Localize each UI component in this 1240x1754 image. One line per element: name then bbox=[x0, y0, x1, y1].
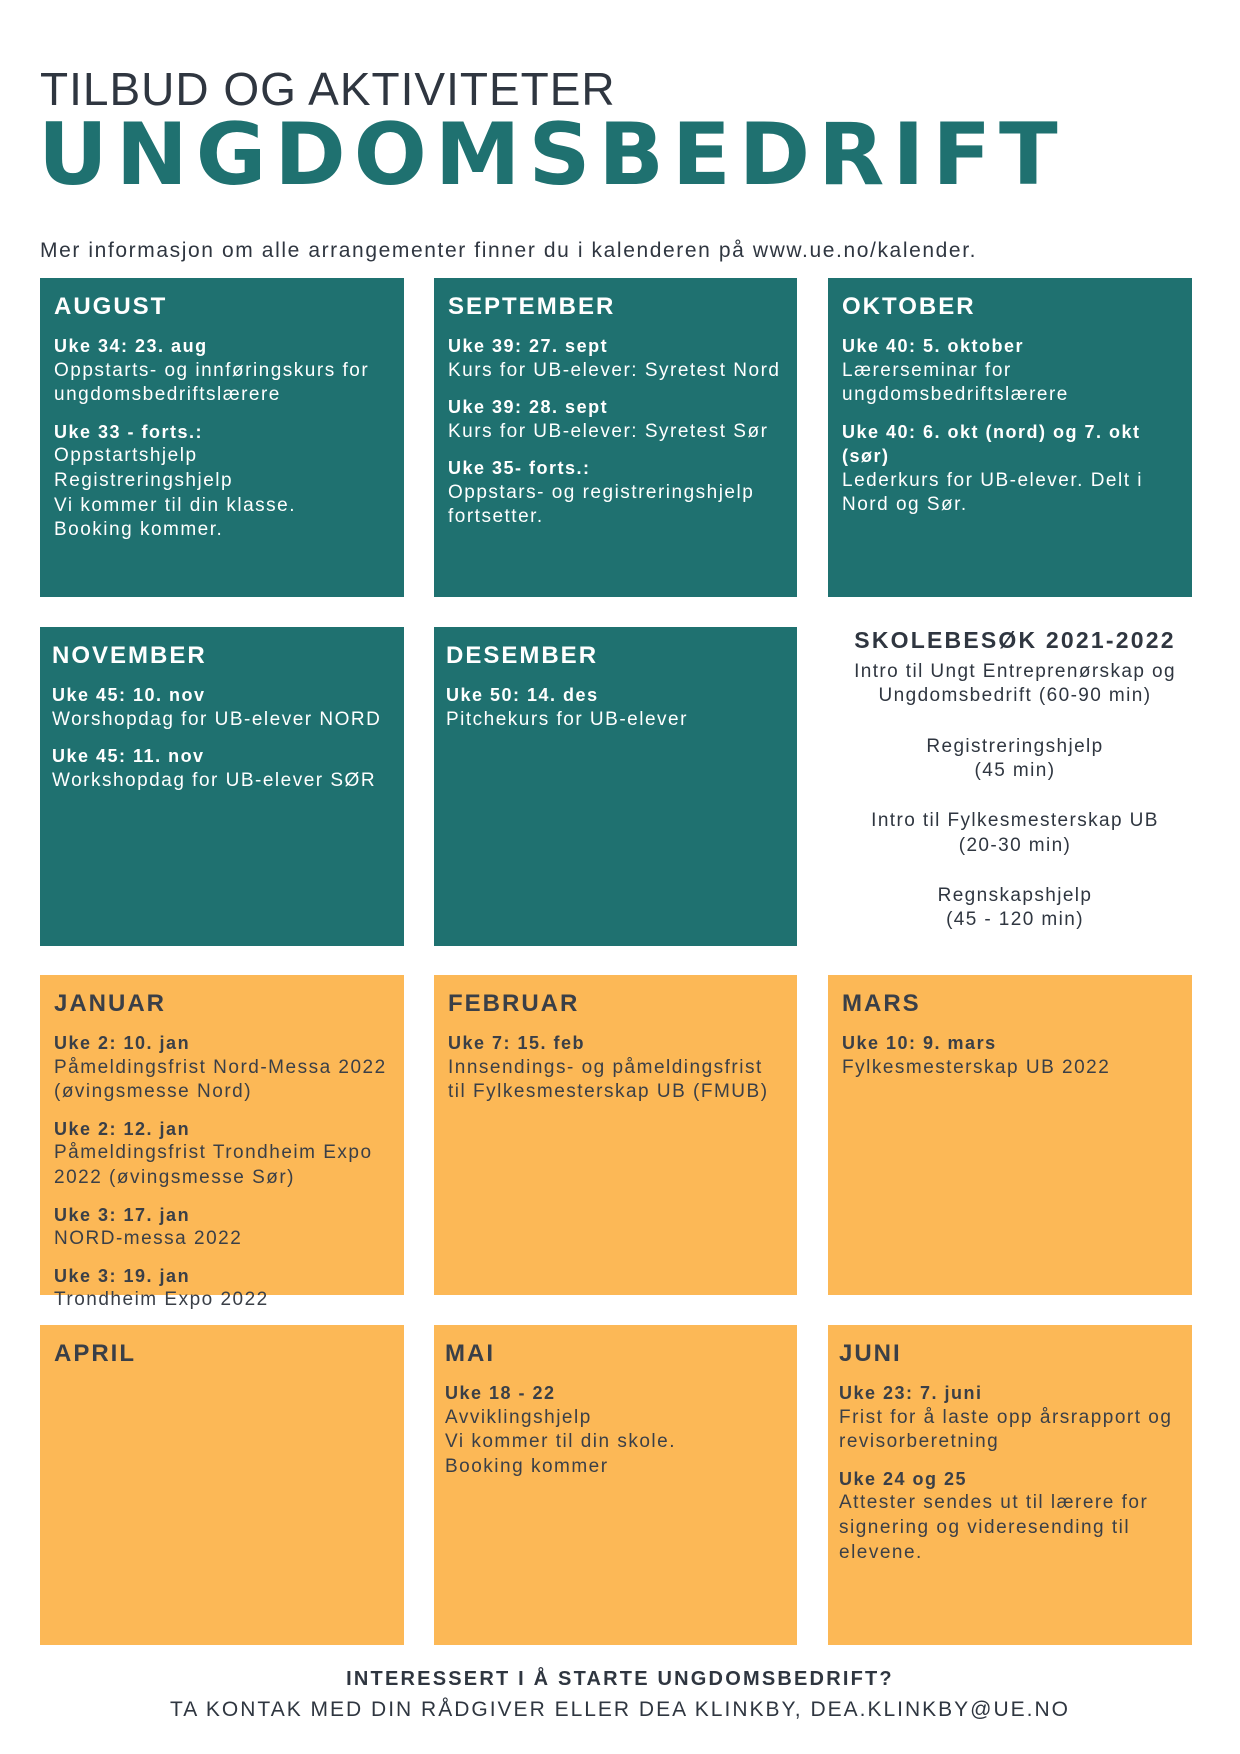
entry-week: Uke 45: 10. nov bbox=[52, 685, 206, 706]
page-title: UNGDOMSBEDRIFT bbox=[38, 105, 1066, 205]
calendar-entry bbox=[839, 1381, 1178, 1455]
calendar-entry bbox=[52, 744, 390, 793]
entry-description: Innsendings- og påmeldingsfrist til Fylkesmesterskap UB (FMUB) bbox=[448, 1056, 769, 1103]
month-card-januar bbox=[40, 975, 404, 1311]
page-subtitle: TILBUD OG AKTIVITETER bbox=[40, 63, 616, 115]
month-title: APRIL bbox=[54, 1340, 136, 1367]
entry-description: Avviklingshjelp Vi kommer til din skole. Booking kommer bbox=[445, 1406, 676, 1478]
calendar-entry bbox=[54, 1031, 390, 1105]
entry-week: Uke 33 - forts.: bbox=[54, 422, 204, 443]
entry-description: Oppstars- og registreringshjelp fortsetter. bbox=[448, 481, 755, 528]
month-title: OKTOBER bbox=[842, 293, 976, 320]
entry-description: Oppstartshjelp Registreringshjelp Vi kommer til din klasse. Booking kommer. bbox=[54, 445, 296, 541]
school-visit-item: Registreringshjelp (45 min) bbox=[926, 735, 1104, 781]
month-card-juni bbox=[828, 1325, 1192, 1645]
calendar-entry bbox=[448, 1031, 783, 1105]
month-title: JANUAR bbox=[54, 990, 167, 1017]
entry-description: Kurs for UB-elever: Syretest Sør bbox=[448, 420, 769, 442]
month-card-desember bbox=[434, 627, 797, 946]
entry-week: Uke 7: 15. feb bbox=[448, 1033, 586, 1054]
entry-description: Trondheim Expo 2022 bbox=[54, 1289, 269, 1311]
school-visit-item: Intro til Ungt Entreprenørskap og Ungdomsbedrift (60-90 min) bbox=[854, 661, 1176, 707]
entry-week: Uke 2: 10. jan bbox=[54, 1033, 191, 1054]
entry-week: Uke 40: 6. okt (nord) og 7. okt (sør) bbox=[842, 422, 1141, 467]
entry-week: Uke 18 - 22 bbox=[445, 1383, 556, 1404]
entry-week: Uke 23: 7. juni bbox=[839, 1383, 983, 1404]
calendar-entry bbox=[54, 334, 390, 408]
entry-week: Uke 3: 19. jan bbox=[54, 1265, 191, 1286]
month-title: NOVEMBER bbox=[52, 642, 207, 669]
calendar-entry bbox=[448, 334, 783, 383]
entry-description: Fylkesmesterskap UB 2022 bbox=[842, 1056, 1111, 1078]
month-card-september bbox=[434, 278, 797, 597]
calendar-entry bbox=[842, 1031, 1178, 1080]
entry-week: Uke 34: 23. aug bbox=[54, 336, 208, 357]
month-title: DESEMBER bbox=[446, 642, 599, 669]
month-title: SEPTEMBER bbox=[448, 293, 616, 320]
calendar-entry bbox=[54, 1264, 390, 1313]
entry-week: Uke 24 og 25 bbox=[839, 1469, 968, 1490]
school-visits-title: SKOLEBESØK 2021-2022 bbox=[854, 627, 1176, 653]
calendar-entry bbox=[54, 1203, 390, 1252]
entry-description: NORD-messa 2022 bbox=[54, 1228, 243, 1250]
entry-description: Påmeldingsfrist Nord-Messa 2022 (øvingsmesse Nord) bbox=[54, 1056, 387, 1103]
school-visit-item: Regnskapshjelp (45 - 120 min) bbox=[937, 884, 1093, 931]
entry-description: Worshopdag for UB-elever NORD bbox=[52, 708, 382, 730]
calendar-entry bbox=[54, 1117, 390, 1191]
calendar-entry bbox=[448, 395, 783, 444]
intro-text: Mer informasjon om alle arrangementer finner du i kalenderen på www.ue.no/kalender. bbox=[40, 239, 978, 262]
calendar-entry bbox=[52, 683, 390, 732]
calendar-entry bbox=[839, 1467, 1178, 1565]
month-title: MAI bbox=[445, 1340, 495, 1367]
entry-description: Frist for å laste opp årsrapport og revisorberetning bbox=[839, 1406, 1173, 1453]
calendar-entry bbox=[842, 334, 1178, 408]
month-title: JUNI bbox=[839, 1340, 902, 1367]
calendar-entry bbox=[446, 683, 783, 732]
entry-week: Uke 39: 28. sept bbox=[448, 397, 609, 418]
entry-week: Uke 40: 5. oktober bbox=[842, 336, 1025, 357]
calendar-entry bbox=[448, 456, 783, 530]
calendar-entry bbox=[842, 420, 1178, 518]
calendar-entry bbox=[445, 1381, 783, 1479]
month-title: FEBRUAR bbox=[448, 990, 580, 1017]
footer-headline: INTERESSERT I Å STARTE UNGDOMSBEDRIFT? bbox=[346, 1668, 894, 1690]
month-card-februar bbox=[434, 975, 797, 1295]
entry-description: Lærerseminar for ungdomsbedriftslærere bbox=[842, 359, 1069, 406]
footer-contact: TA KONTAK MED DIN RÅDGIVER ELLER DEA KLINKBY, DEA.KLINKBY@UE.NO bbox=[169, 1698, 1071, 1721]
month-card-mai bbox=[434, 1325, 797, 1645]
entry-description: Pitchekurs for UB-elever bbox=[446, 708, 688, 730]
month-card-november bbox=[40, 627, 404, 946]
entry-week: Uke 3: 17. jan bbox=[54, 1204, 191, 1225]
entry-week: Uke 35- forts.: bbox=[448, 458, 591, 479]
entry-description: Lederkurs for UB-elever. Delt i Nord og Sør. bbox=[842, 469, 1143, 516]
entry-week: Uke 39: 27. sept bbox=[448, 336, 609, 357]
entry-description: Workshopdag for UB-elever SØR bbox=[52, 769, 377, 791]
month-card-mars bbox=[828, 975, 1192, 1295]
month-title: AUGUST bbox=[54, 293, 168, 320]
entry-week: Uke 2: 12. jan bbox=[54, 1119, 191, 1140]
entry-description: Kurs for UB-elever: Syretest Nord bbox=[448, 359, 781, 381]
entry-description: Påmeldingsfrist Trondheim Expo 2022 (øvingsmesse Sør) bbox=[54, 1142, 373, 1189]
month-card-august bbox=[40, 278, 404, 597]
month-title: MARS bbox=[842, 990, 921, 1017]
entry-week: Uke 10: 9. mars bbox=[842, 1033, 997, 1054]
entry-week: Uke 45: 11. nov bbox=[52, 746, 205, 767]
month-card-oktober bbox=[828, 278, 1192, 597]
month-card-april bbox=[40, 1325, 404, 1645]
school-visits-panel bbox=[830, 627, 1200, 959]
entry-description: Oppstarts- og innføringskurs for ungdomsbedriftslærere bbox=[54, 359, 370, 406]
calendar-entry bbox=[54, 420, 390, 543]
school-visit-item: Intro til Fylkesmesterskap UB (20-30 min) bbox=[871, 810, 1159, 856]
entry-week: Uke 50: 14. des bbox=[446, 685, 599, 706]
school-visits-list bbox=[830, 660, 1200, 933]
entry-description: Attester sendes ut til lærere for signering og videresending til elevene. bbox=[839, 1492, 1149, 1563]
